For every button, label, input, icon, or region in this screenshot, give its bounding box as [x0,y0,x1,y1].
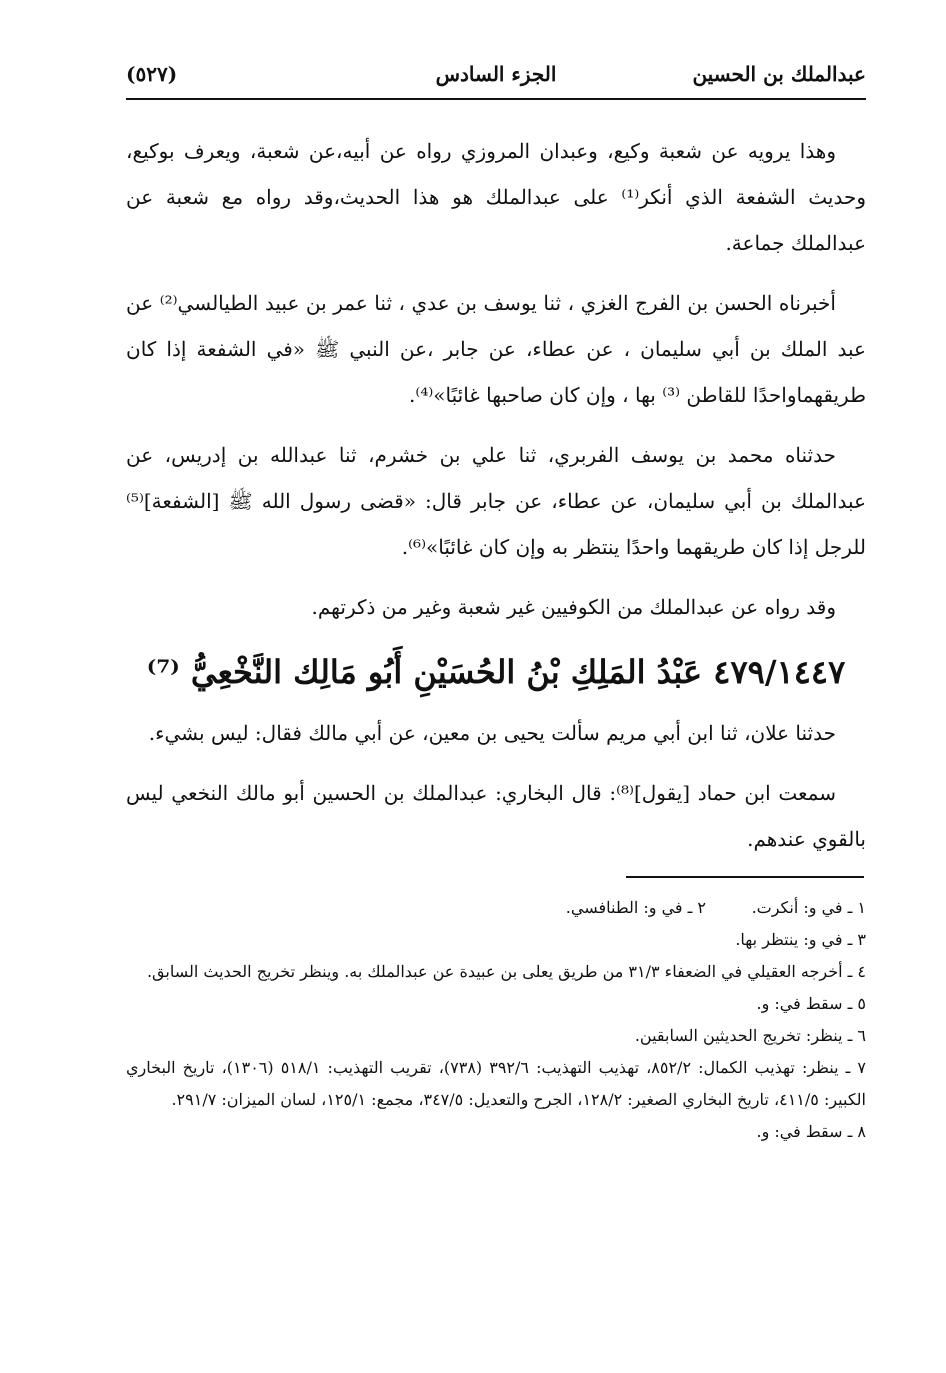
footnote-3: ٣ ـ في و: ينتظر بها. [735,930,866,949]
main-text [126,128,866,876]
footnotes [126,892,866,1148]
page-header [126,58,866,100]
entry-heading: ٤٧٩/١٤٤٧ عَبْدُ المَلِكِ بْنُ الحُسَيْنِ أَبُو مَالِك النَّخْعِيُّ ⁽⁷⁾ [146,653,846,691]
footnote-row-1-2 [126,892,866,924]
paragraph-2: أخبرناه الحسن بن الفرج الغزي ، ثنا يوسف بن عدي ، ثنا عمر بن عبيد الطيالسي⁽²⁾ عن عبد الملك بن أبي سليمان ، عن عطاء، عن جابر ،عن النبي ﷺ «في الشفعة إذا كان طريقهماواحدًا للقاطن ⁽³⁾ بها ، وإن كان صاحبها غائبًا»⁽⁴⁾. [126,291,866,407]
footnote-1: ١ ـ في و: أنكرت. [751,898,866,917]
paragraph-5: حدثنا علان، ثنا ابن أبي مريم سألت يحيى بن معين، عن أبي مالك فقال: ليس بشيء. [148,721,836,745]
footnote-6: ٦ ـ ينظر: تخريج الحديثين السابقين. [634,1026,866,1045]
footnote-2: ٢ ـ في و: الطنافسي. [565,898,706,917]
paragraph-1: وهذا يرويه عن شعبة وكيع، وعبدان المروزي رواه عن أبيه،عن شعبة، ويعرف بوكيع، وحديث الشفعة الذي أنكر⁽¹⁾ على عبدالملك هو هذا الحديث،وقد رواه مع شعبة عن عبدالملك جماعة. [126,139,866,255]
running-title-author: عبدالملك بن الحسين [692,62,866,86]
footnote-5: ٥ ـ سقط في: و. [756,994,866,1013]
footnote-separator [626,876,864,878]
running-title-volume: الجزء السادس [435,62,557,86]
footnote-8: ٨ ـ سقط في: و. [756,1122,866,1141]
paragraph-4: وقد رواه عن عبدالملك من الكوفيين غير شعبة وغير من ذكرتهم. [311,595,836,619]
footnote-4: ٤ ـ أخرجه العقيلي في الضعفاء ٣١/٣ من طريق يعلى بن عبيدة عن عبدالملك به. وينظر تخريج الحديث السابق. [146,962,866,981]
footnote-7: ٧ ـ ينظر: تهذيب الكمال: ٨٥٢/٢، تهذيب التهذيب: ٣٩٢/٦ (٧٣٨)، تقريب التهذيب: ٥١٨/١ (١٣٠٦)، تاريخ البخاري الكبير: ٤١١/٥، تاريخ البخاري الصغير: ١٢٨/٢، الجرح والتعديل: ٣٤٧/٥، مجمع: ١٢٥/١، لسان الميزان: ٢٩١/٧. [126,1058,867,1109]
paragraph-6: سمعت ابن حماد [يقول]⁽⁸⁾: قال البخاري: عبدالملك بن الحسين أبو مالك النخعي ليس بالقوي عندهم. [126,781,866,851]
page-number: (٥٢٧) [126,62,178,86]
paragraph-3: حدثناه محمد بن يوسف الفربري، ثنا علي بن خشرم، ثنا عبدالله بن إدريس، عن عبدالملك بن أبي سليمان، عن عطاء، عن جابر قال: «قضى رسول الله ﷺ [الشفعة]⁽⁵⁾ للرجل إذا كان طريقهما واحدًا ينتظر به وإن كان غائبًا»⁽⁶⁾. [126,443,866,559]
